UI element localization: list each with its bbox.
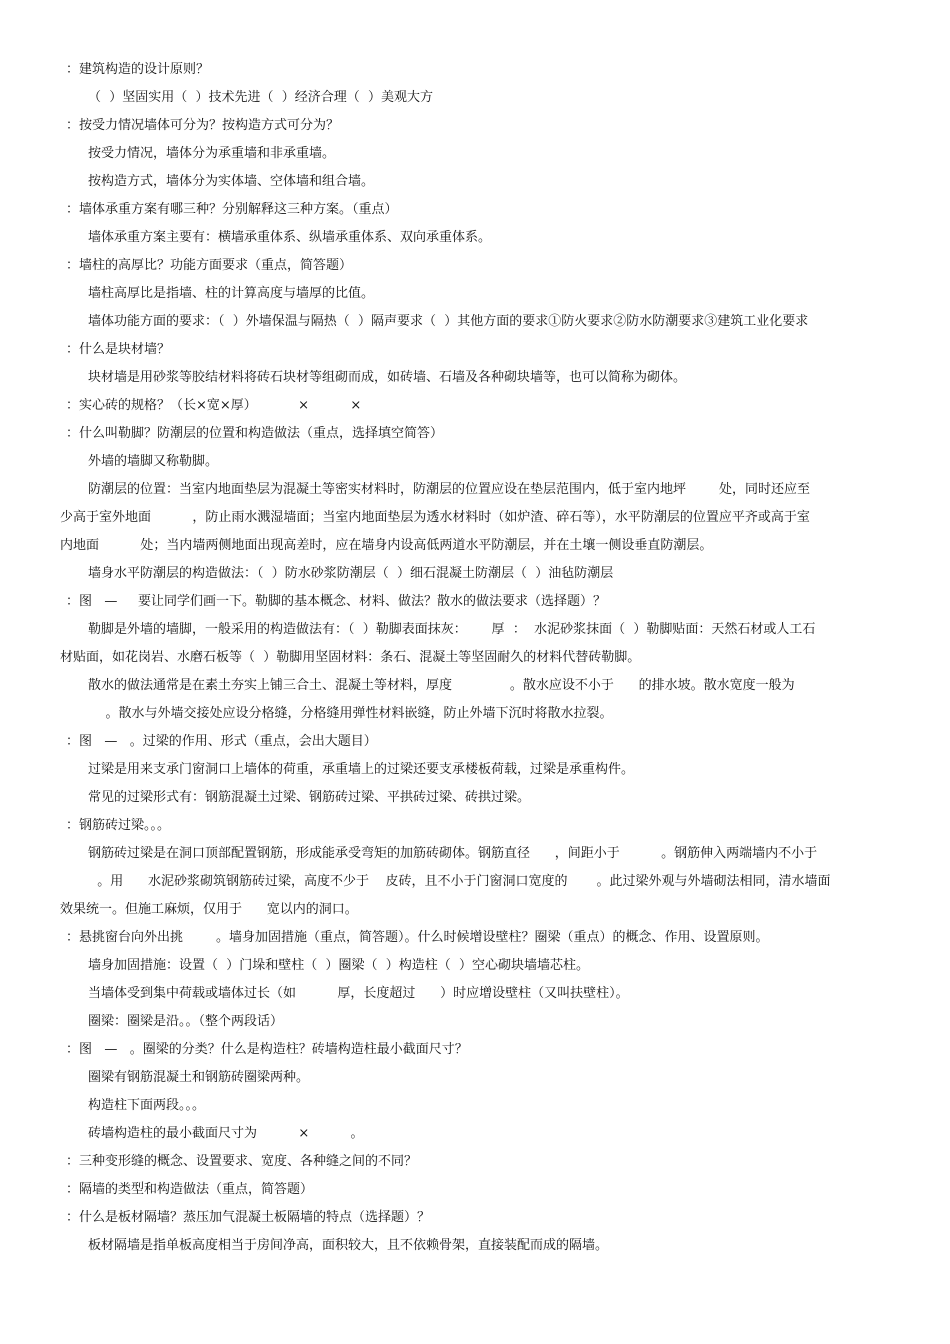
answer-continuation: 材贴面，如花岗岩、水磨石板等（ ）勒脚用坚固材料：条石、混凝土等坚固耐久的材料代替砖勒脚。	[60, 650, 641, 665]
answer-line: 按构造方式，墙体分为实体墙、空体墙和组合墙。	[88, 174, 375, 189]
answer-line: 构造柱下面两段。。。	[88, 1098, 206, 1113]
question-panel-partition: ：什么是板材隔墙？蒸压加气混凝土板隔墙的特点（选择题）？	[66, 1210, 431, 1225]
question-lintel: ：图 — 。过梁的作用、形式（重点，会出大题目）	[66, 734, 377, 749]
answer-line: 按受力情况，墙体分为承重墙和非承重墙。	[88, 146, 336, 161]
question-wall-reinforcement: ：悬挑窗台向外出挑 。墙身加固措施（重点，简答题）。什么时候增设壁柱？圈梁（重点）的概念、作用、设置原则。	[66, 930, 769, 945]
question-wall-classification: ：按受力情况墙体可分为？按构造方式可分为？	[66, 118, 340, 133]
answer-line: 过梁是用来支承门窗洞口上墙体的荷重，承重墙上的过梁还要支承楼板荷载，过梁是承重构件。	[88, 762, 635, 777]
question-block-wall: ：什么是块材墙？	[66, 342, 171, 357]
answer-line: 防潮层的位置：当室内地面垫层为混凝土等密实材料时，防潮层的位置应设在垫层范围内，低于室内地坪 处，同时还应至	[88, 482, 811, 497]
answer-line: 砖墙构造柱的最小截面尺寸为 × 。	[88, 1126, 364, 1141]
answer-line: 墙身水平防潮层的构造做法：（ ）防水砂浆防潮层（ ）细石混凝土防潮层（ ）油毡防潮层	[88, 566, 614, 581]
answer-line: 墙体功能方面的要求：（ ）外墙保温与隔热（ ）隔声要求（ ）其他方面的要求①防火要求②防水防潮要求③建筑工业化要求	[88, 314, 809, 329]
answer-continuation: 少高于室外地面 ，防止雨水溅湿墙面；当室内地面垫层为透水材料时（如炉渣、碎石等），水平防潮层的位置应平齐或高于室	[60, 510, 810, 525]
answer-line: 圈梁有钢筋混凝土和钢筋砖圈梁两种。	[88, 1070, 310, 1085]
answer-line: 块材墙是用砂浆等胶结材料将砖石块材等组砌而成，如砖墙、石墙及各种砌块墙等，也可以简称为砌体。	[88, 370, 687, 385]
answer-line: （ ）坚固实用（ ）技术先进（ ）经济合理（ ）美观大方	[88, 90, 434, 105]
answer-line: 当墙体受到集中荷载或墙体过长（如 厚，长度超过 ）时应增设壁柱（又叫扶壁柱）。	[88, 986, 629, 1001]
answer-continuation: 。用 水泥砂浆砌筑钢筋砖过梁，高度不少于 皮砖，且不小于门窗洞口宽度的 。此过梁外观与外墙砌法相同，清水墙面	[60, 874, 831, 889]
question-brick-size: ：实心砖的规格？（长×宽×厚） × ×	[66, 398, 362, 413]
question-design-principles: ：建筑构造的设计原则？	[66, 62, 210, 77]
answer-line: 圈梁：圈梁是沿。。（整个两段话）	[88, 1014, 284, 1029]
answer-line: 墙身加固措施：设置（ ）门垛和壁柱（ ）圈梁（ ）构造柱（ ）空心砌块墙墙芯柱。	[88, 958, 590, 973]
answer-line: 墙柱高厚比是指墙、柱的计算高度与墙厚的比值。	[88, 286, 375, 301]
question-ring-beam: ：图 — 。圈梁的分类？什么是构造柱？砖墙构造柱最小截面尺寸？	[66, 1042, 468, 1057]
answer-line: 钢筋砖过梁是在洞口顶部配置钢筋，形成能承受弯矩的加筋砖砌体。钢筋直径 ，间距小于 。钢筋伸入两端墙内不小于	[88, 846, 818, 861]
question-bearing-schemes: ：墙体承重方案有哪三种？分别解释这三种方案。（重点）	[66, 202, 398, 217]
question-reinforced-brick-lintel: ：钢筋砖过梁。。。	[66, 818, 171, 833]
question-partition-walls: ：隔墙的类型和构造做法（重点，简答题）	[66, 1182, 314, 1197]
answer-line: 勒脚是外墙的墙脚，一般采用的构造做法有：（ ）勒脚表面抹灰： 厚 ： 水泥砂浆抹面（ ）勒脚贴面：天然石材或人工石	[88, 622, 816, 637]
answer-continuation: 。散水与外墙交接处应设分格缝，分格缝用弹性材料嵌缝，防止外墙下沉时将散水拉裂。	[60, 706, 613, 721]
question-plinth-figure: ：图 — 要让同学们画一下。勒脚的基本概念、材料、做法？散水的做法要求（选择题）？	[66, 594, 607, 609]
question-deformation-joints: ：三种变形缝的概念、设置要求、宽度、各种缝之间的不同？	[66, 1154, 418, 1169]
question-plinth: ：什么叫勒脚？防潮层的位置和构造做法（重点，选择填空简答）	[66, 426, 444, 441]
answer-line: 外墙的墙脚又称勒脚。	[88, 454, 219, 469]
answer-continuation: 内地面 处；当内墙两侧地面出现高差时，应在墙身内设高低两道水平防潮层，并在土壤一侧设垂直防潮层。	[60, 538, 713, 553]
answer-line: 墙体承重方案主要有：横墙承重体系、纵墙承重体系、双向承重体系。	[88, 230, 492, 245]
answer-line: 散水的做法通常是在素土夯实上铺三合土、混凝土等材料，厚度 。散水应设不小于 的排水坡。散水宽度一般为	[88, 678, 795, 693]
answer-line: 常见的过梁形式有：钢筋混凝土过梁、钢筋砖过梁、平拱砖过梁、砖拱过梁。	[88, 790, 531, 805]
answer-line: 板材隔墙是指单板高度相当于房间净高，面积较大，且不依赖骨架，直接装配而成的隔墙。	[88, 1238, 609, 1253]
question-height-thickness-ratio: ：墙柱的高厚比？功能方面要求（重点，简答题）	[66, 258, 353, 273]
answer-continuation: 效果统一。但施工麻烦，仅用于 宽以内的洞口。	[60, 902, 358, 917]
